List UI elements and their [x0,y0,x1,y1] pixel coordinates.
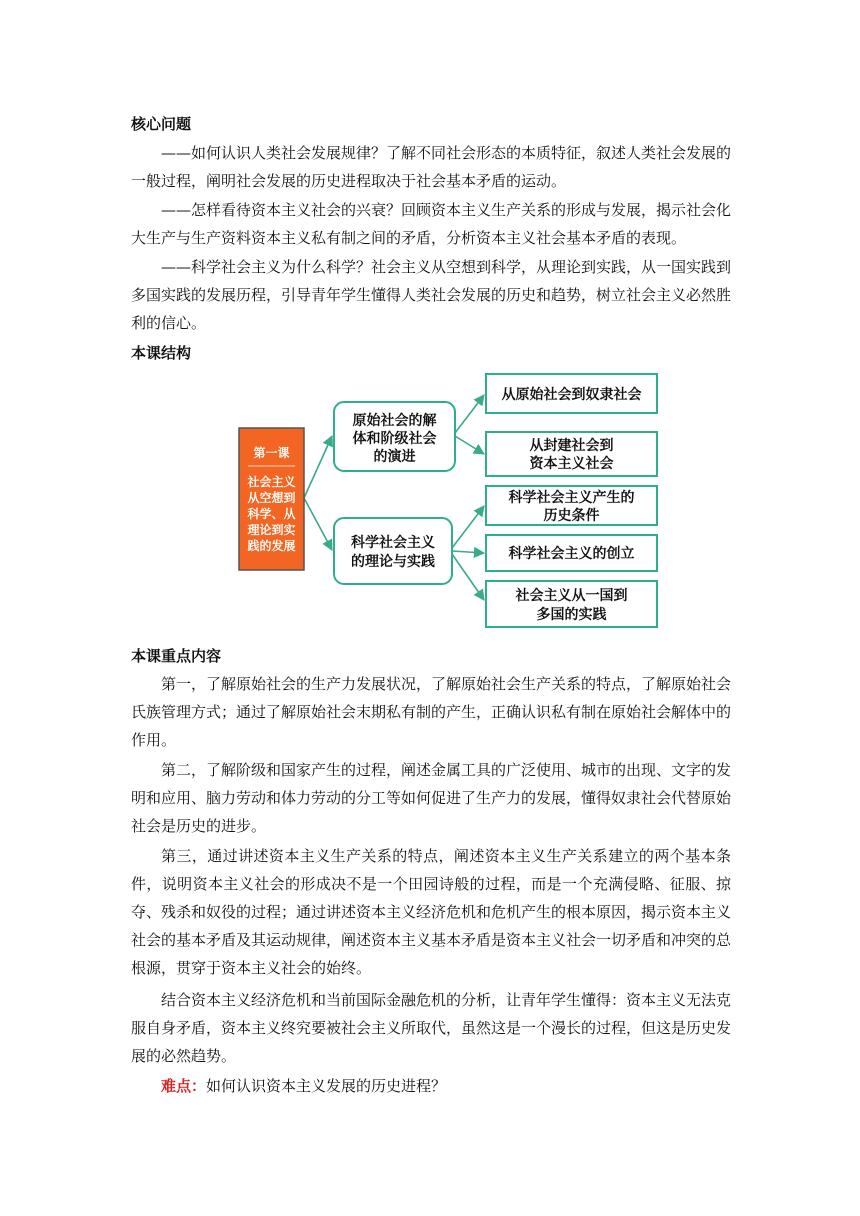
branch1-line-1: 原始社会的解 [352,413,437,429]
core-question-3: ——科学社会主义为什么科学？社会主义从空想到科学，从理论到实践，从一国实践到多国实践的发展历程，引导青年学生懂得人类社会发展的历史和趋势，树立社会主义必然胜利的信心。 [131,258,732,332]
core-questions-heading: 核心问题 [131,115,192,133]
structure-heading: 本课结构 [131,344,192,362]
key-content-paragraph-1: 第一，了解原始社会的生产力发展状况，了解原始社会生产关系的特点，了解原始社会氏族管理方式；通过了解原始社会末期私有制的产生，正确认识私有制在原始社会解体中的作用。 [131,675,732,749]
key-content-paragraph-4: 结合资本主义经济危机和当前国际金融危机的分析，让青年学生懂得：资本主义无法克服自身矛盾，资本主义终究要被社会主义所取代，虽然这是一个漫长的过程，但这是历史发展的必然趋势。 [131,991,732,1065]
leaf2-line-2: 资本主义社会 [529,456,614,472]
leaf3-line-2: 历史条件 [543,508,600,524]
root-subtitle-line-2: 从空想到 [247,491,296,505]
core-question-1: ——如何认识人类社会发展规律？了解不同社会形态的本质特征，叙述人类社会发展的一般过程，阐明社会发展的历史进程取决于社会基本矛盾的运动。 [131,144,732,190]
key-content-paragraph-2: 第二，了解阶级和国家产生的过程，阐述金属工具的广泛使用、城市的出现、文字的发明和应用、脑力劳动和体力劳动的分工等如何促进了生产力的发展，懂得奴隶社会代替原始社会是历史的进步。 [131,761,732,835]
key-content-paragraph-3: 第三，通过讲述资本主义生产关系的特点，阐述资本主义生产关系建立的两个基本条件，说明资本主义社会的形成决不是一个田园诗般的过程，而是一个充满侵略、征服、掠夺、残杀和奴役的过程；通过讲述资本主义经济危机和危机产生的根本原因，揭示资本主义社会的基本矛盾及其运动规律，阐述资本主义基本矛盾是资本主义社会一切矛盾和冲突的总根源，贯穿于资本主义社会的始终。 [131,847,732,977]
branch1-line-2: 体和阶级社会 [352,431,437,447]
leaf5-line-1: 社会主义从一国到 [515,588,628,604]
branch2-line-1: 科学社会主义 [351,535,435,551]
core-question-2: ——怎样看待资本主义社会的兴衰？回顾资本主义生产关系的形成与发展，揭示社会化大生产与生产资料资本主义私有制之间的矛盾，分析资本主义社会基本矛盾的表现。 [131,201,732,247]
branch1-line-3: 的演进 [373,449,416,465]
root-subtitle-line-1: 社会主义 [247,475,296,489]
leaf4-line-1: 科学社会主义的创立 [508,546,635,562]
branch-node-primitive-society [334,402,455,471]
difficulty-text: 如何认识资本主义发展的历史进程？ [206,1077,447,1095]
leaf-node-1 [486,374,657,413]
leaf5-line-2: 多国的实践 [536,607,607,623]
branch-node-scientific-socialism [334,518,452,584]
root-subtitle-line-4: 理论到实 [247,523,296,537]
root-title: 第一课 [253,446,290,460]
root-subtitle-line-5: 践的发展 [247,539,296,553]
key-content-heading: 本课重点内容 [131,647,222,665]
branch2-line-2: 的理论与实践 [351,554,435,570]
leaf-node-4 [486,535,657,571]
leaf2-line-1: 从封建社会到 [529,438,614,454]
root-node [239,428,304,570]
leaf3-line-1: 科学社会主义产生的 [508,490,635,506]
difficulty-label: 难点： [161,1077,207,1095]
leaf-node-2 [486,432,657,476]
leaf-node-5 [486,581,657,627]
leaf1-line-1: 从原始社会到奴隶社会 [501,387,642,403]
difficulty-line [161,1072,446,1100]
lesson-structure-diagram [236,368,664,630]
leaf-node-3 [486,486,657,525]
root-subtitle-line-3: 科学、从 [247,507,296,521]
